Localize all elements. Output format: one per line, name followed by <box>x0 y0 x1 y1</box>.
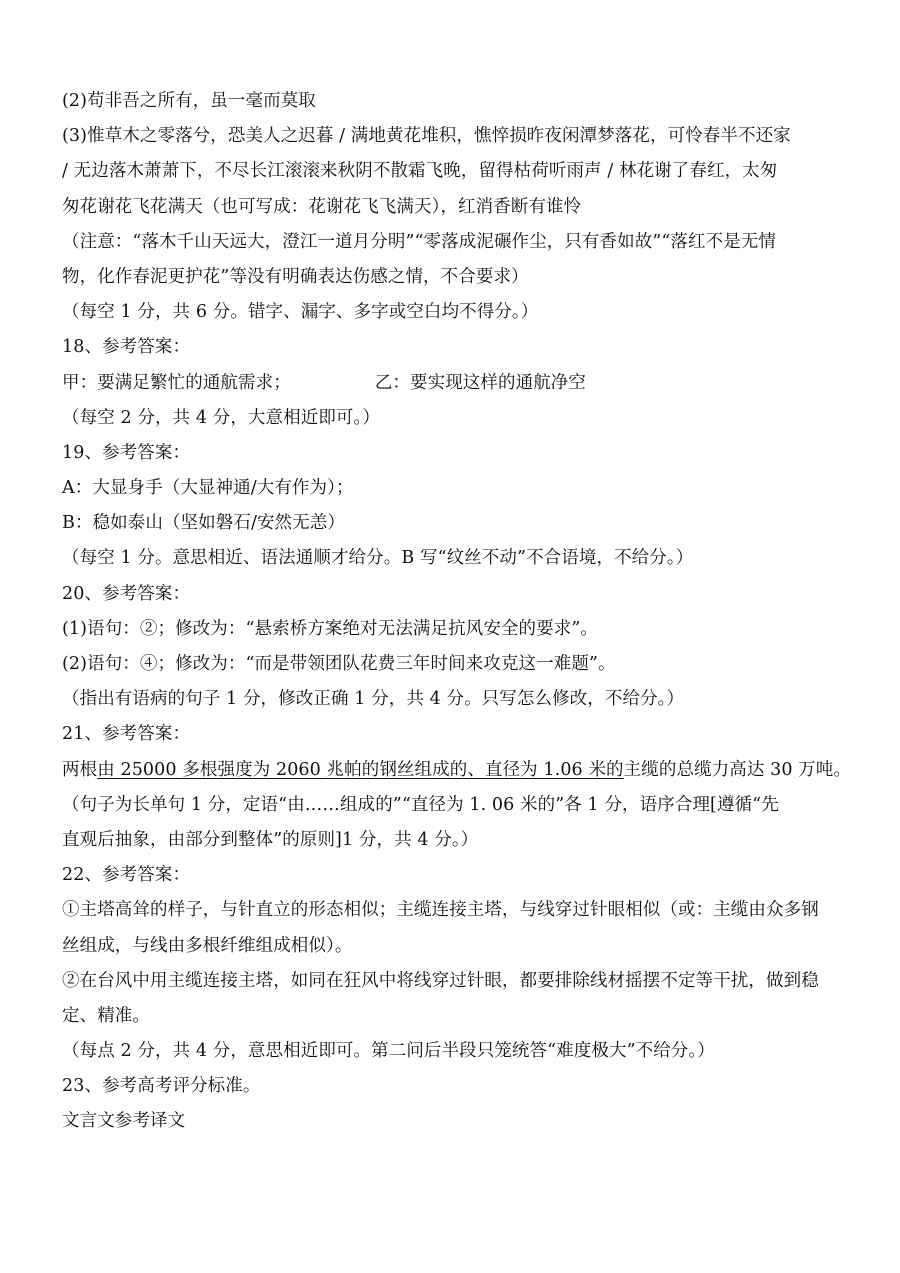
answer-18 <box>62 366 842 401</box>
answer-22-1-line-2: 丝组成，与线由多根纤维组成相似）。 <box>62 935 353 956</box>
answer-18-jia: 甲：要满足繁忙的通航需求； <box>62 372 291 393</box>
answer-20-2: (2)语句：④；修改为：“而是带领团队花费三年时间来攻克这一难题”。 <box>62 654 616 674</box>
answer-19-b: B：稳如泰山（坚如磐石/安然无恙） <box>62 513 345 534</box>
scoring-17: （每空 1 分，共 6 分。错字、漏字、多字或空白均不得分。） <box>62 302 539 323</box>
scoring-21-line-1: （句子为长单句 1 分，定语“由……组成的”“直径为 1. 06 米的”各 1 分，语序合理[遵循“先 <box>62 794 779 815</box>
section-title-translation: 文言文参考译文 <box>62 1111 186 1132</box>
scoring-19: （每空 1 分。意思相近、语法通顺才给分。B 写“纹丝不动”不合语境，不给分。） <box>62 548 694 569</box>
scoring-20: （指出有语病的句子 1 分，修改正确 1 分，共 4 分。只写怎么修改，不给分。） <box>62 689 685 710</box>
scoring-22: （每点 2 分，共 4 分，意思相近即可。第二问后半段只笼统答“难度极大”不给分。） <box>62 1041 715 1062</box>
answer-17-3-line-2: / 无边落木萧萧下，不尽长江滚滚来秋阴不散霜飞晚，留得枯荷听雨声 / 林花谢了春红，太匆 <box>62 161 778 182</box>
answer-19-a: A：大显身手（大显神通/大有作为）； <box>62 478 354 499</box>
answer-18-yi: 乙：要实现这样的通航净空 <box>374 372 587 393</box>
answer-17-2: (2)苟非吾之所有，虽一毫而莫取 <box>62 91 316 111</box>
heading-19: 19、参考答案： <box>62 442 191 463</box>
note-17-line-1: （注意：“落木千山天远大，澄江一道月分明”“零落成泥碾作尘，只有香如故”“落红不是无情 <box>62 231 777 252</box>
note-17-line-2: 物，化作春泥更护花”等没有明确表达伤感之情，不合要求） <box>62 266 529 287</box>
answer-17-3-line-3: 匆花谢花飞花满天（也可写成：花谢花飞飞满天），红消香断有谁怜 <box>62 196 582 217</box>
answer-22-1-line-1: ①主塔高耸的样子，与针直立的形态相似；主缆连接主塔，与线穿过针眼相似（或：主缆由众多钢 <box>62 900 819 921</box>
scoring-21-line-2: 直观后抽象，由部分到整体”的原则]1 分，共 4 分。） <box>62 829 479 850</box>
answer-21-underlined-2: 直径为 1.06 米的 <box>484 759 624 780</box>
answer-17-3-line-1: (3)惟草木之零落兮，恐美人之迟暮 / 满地黄花堆积，憔悴损昨夜闲潭梦落花，可怜春半不还家 <box>62 126 791 147</box>
answer-21-part-2: 主缆的总缆力高达 30 万吨。 <box>623 759 852 780</box>
answer-22-2-line-2: 定、精准。 <box>62 1005 150 1026</box>
heading-18: 18、参考答案： <box>62 337 191 358</box>
answer-21 <box>62 753 852 788</box>
answer-key-page <box>62 84 852 1140</box>
answer-21-part-1: 两根 <box>62 759 98 780</box>
heading-23: 23、参考高考评分标准。 <box>62 1076 261 1097</box>
heading-20: 20、参考答案： <box>62 583 191 604</box>
heading-21: 21、参考答案： <box>62 724 191 745</box>
heading-22: 22、参考答案： <box>62 865 191 886</box>
answer-21-underlined-1: 由 25000 多根强度为 2060 兆帕的钢丝组成的、 <box>97 759 485 780</box>
answer-20-1: (1)语句：②；修改为：“悬索桥方案绝对无法满足抗风安全的要求”。 <box>62 618 598 639</box>
scoring-18: （每空 2 分，共 4 分，大意相近即可。） <box>62 407 380 428</box>
answer-22-2-line-1: ②在台风中用主缆连接主塔，如同在狂风中将线穿过针眼，都要排除线材摇摆不定等干扰，做到稳 <box>62 970 819 991</box>
